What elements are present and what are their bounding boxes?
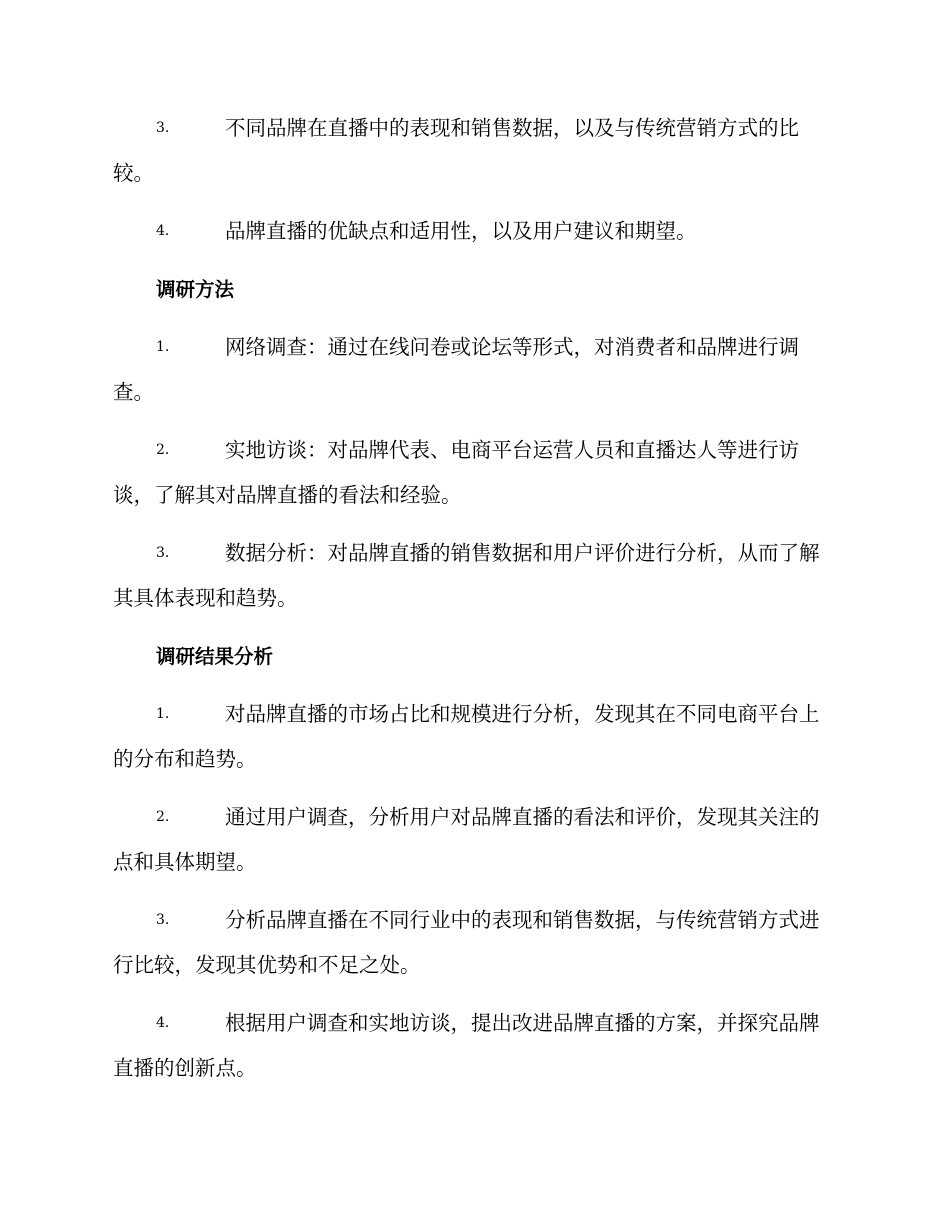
list-text: 不同品牌在直播中的表现和销售数据，以及与传统营销方式的比较。 xyxy=(113,116,799,185)
list-text: 通过用户调查，分析用户对品牌直播的看法和评价，发现其关注的点和具体期望。 xyxy=(113,805,820,874)
list-number: 1. xyxy=(156,706,170,722)
list-item xyxy=(113,1001,833,1091)
list-text: 网络调查：通过在线问卷或论坛等形式，对消费者和品牌进行调查。 xyxy=(113,335,799,404)
list-item xyxy=(113,106,833,196)
list-number: 2. xyxy=(156,442,170,458)
section-heading-methods: 调研方法 xyxy=(156,278,235,301)
list-text: 数据分析：对品牌直播的销售数据和用户评价进行分析，从而了解其具体表现和趋势。 xyxy=(113,541,820,610)
document-body xyxy=(113,106,833,1104)
list-number: 3. xyxy=(156,912,170,928)
list-text: 实地访谈：对品牌代表、电商平台运营人员和直播达人等进行访谈，了解其对品牌直播的看法和经验。 xyxy=(113,438,799,507)
list-number: 4. xyxy=(156,223,170,239)
section-heading-results: 调研结果分析 xyxy=(156,645,274,668)
list-text: 根据用户调查和实地访谈，提出改进品牌直播的方案，并探究品牌直播的创新点。 xyxy=(113,1011,820,1080)
list-item xyxy=(113,209,833,254)
list-item xyxy=(113,531,833,621)
list-text: 分析品牌直播在不同行业中的表现和销售数据，与传统营销方式进行比较，发现其优势和不足之处。 xyxy=(113,908,820,977)
list-number: 3. xyxy=(156,120,170,136)
list-item xyxy=(113,692,833,782)
list-item xyxy=(113,898,833,988)
list-item xyxy=(113,428,833,518)
list-number: 1. xyxy=(156,339,170,355)
list-text: 对品牌直播的市场占比和规模进行分析，发现其在不同电商平台上的分布和趋势。 xyxy=(113,702,820,771)
list-text: 品牌直播的优缺点和适用性，以及用户建议和期望。 xyxy=(225,219,697,243)
list-item xyxy=(113,795,833,885)
list-number: 4. xyxy=(156,1015,170,1031)
list-item xyxy=(113,325,833,415)
list-number: 2. xyxy=(156,809,170,825)
list-number: 3. xyxy=(156,545,170,561)
